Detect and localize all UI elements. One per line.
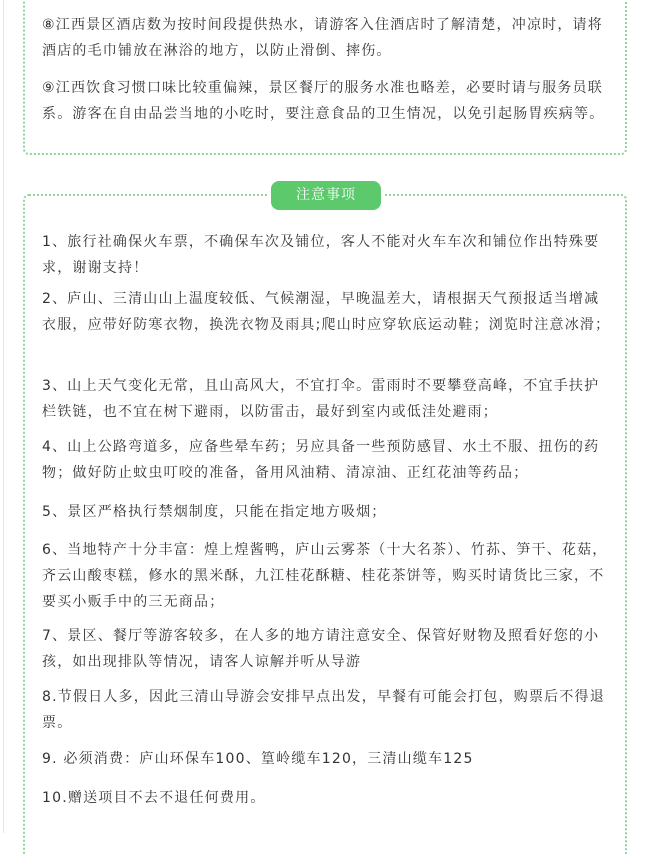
note-item-4: 4、山上公路弯道多，应备些晕车药；另应具备一些预防感冒、水土不服、扭伤的药物；做好防止蚊虫叮咬的准备，备用风油精、清凉油、正红花油等药品； [42,439,600,481]
note-item-6: 6、当地特产十分丰富：煌上煌酱鸭，庐山云雾茶（十大名茶）、竹荪、笋干、花菇，齐云山酸枣糕，修水的黑米酥，九江桂花酥糖、桂花茶饼等，购买时请货比三家，不要买小贩手中的三无商品； [42,542,608,610]
page-left-border [3,0,4,833]
note-item-10: 10.赠送项目不去不退任何费用。 [42,790,266,806]
note-item-1: 1、旅行社确保火车票，不确保车次及铺位，客人不能对火车车次和铺位作出特殊要求，谢谢支持！ [42,234,600,276]
tip-item-8: ⑧江西景区酒店数为按时间段提供热水，请游客入住酒店时了解清楚，冲凉时，请将酒店的毛巾铺放在淋浴的地方，以防止滑倒、摔伤。 [42,17,603,59]
note-item-9: 9. 必须消费：庐山环保车100、篁岭缆车120，三清山缆车125 [42,751,474,767]
note-item-8: 8.节假日人多，因此三清山导游会安排早点出发，早餐有可能会打包，购票后不得退票。 [42,689,605,731]
tip-item-9: ⑨江西饮食习惯口味比较重偏辣，景区餐厅的服务水准也略差，必要时请与服务员联系。游客在自由品尝当地的小吃时，要注意食品的卫生情况，以免引起肠胃疾病等。 [42,80,605,122]
notes-title: 注意事项 [271,181,381,210]
note-item-2: 2、庐山、三清山山上温度较低、气候潮湿，早晚温差大，请根据天气预报适当增减衣服，应带好防寒衣物，换洗衣物及雨具;爬山时应穿软底运动鞋；浏览时注意冰滑； [42,291,611,333]
note-item-3: 3、山上天气变化无常，且山高风大，不宜打伞。雷雨时不要攀登高峰，不宜手扶护栏铁链，也不宜在树下避雨，以防雷击，最好到室内或低洼处避雨； [42,378,600,420]
note-item-5: 5、景区严格执行禁烟制度，只能在指定地方吸烟； [42,504,387,520]
note-item-7: 7、景区、餐厅等游客较多，在人多的地方请注意安全、保管好财物及照看好您的小孩，如出现排队等情况，请客人谅解并听从导游 [42,628,600,670]
